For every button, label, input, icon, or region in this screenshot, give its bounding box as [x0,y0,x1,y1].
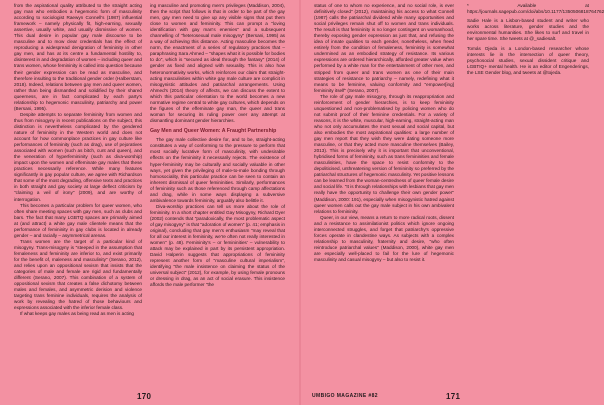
paragraph: ing masculine and promoting men's privileges (Maddison, 2004), then the script that follows is that in order to be part of the gay men, gay men need to give up any visible signs that put them close to women and femininity. This can prompt a "loving identification with gay man's enemies" and a subsequent channelling of "heterosexual male misogyny" (Bersani, 1995) as a way of achieving this distance. Acting masculine becomes the norm, the enactment of a series of regulatory practices that – paraphrasing Sara Ahmed – "shapes what it is possible for bodies to do", which is "secured as ideal through the fantasy" (2014) of gender as fixed and aligned with sexuality. This is also how heteronormativity works, which reinforces our claim that straight-acting masculinities within white gay male culture are complicit in misogynistic attitudes and patriarchal arrangements. Using Ahmed's (2014) theory of affects, we can discuss the extent to which this particular orientation to the world becomes a new normative regime central to white gay cultures, which depends on the figures of the effeminate gay man, the queer and trans woman for securing its ruling power over any attempt at dismantling dominant gender hierarchies. [150,3,286,123]
author-bio-tomas-ojeda: Tomás Ojeda is a London-based researcher whose interests lie in the intersection of queer theory, psychosocial studies, sexual dissident critique and LGBTIQ+ mental health. He is an editor of Engenderings, the LSE Gender blog, and tweets at @tojeda. [467,45,589,75]
paragraph: from the aspirational quality attributed to the straight acting gay man who embodies a hegemonic form of masculinity according to sociologist Raewyn Connell's (1987) influential framework – namely physically fit, high-earning, sexually assertive, usually white, and usually dismissive of women. This dual desire in popular gay male discourse to be masculine and to mow clear credentials has the effect of reproducing a widespread denigration of femininity in other gay men, and has at its centre a fundamental hostility to, disinterest in and degradation of women – including queer and trans women, whose femininity is called into question because their gender expression can be read as masculine, and therefore insulting to the traditional gender order (Halberstam, 2018). Indeed, relations between gay men and queer women, rather than being dismantled and solidified by their shared queerness, are in fact complicated by each party's relationship to hegemonic masculinity, patriarchy and power (Bersani, 1995). [14,3,142,111]
paragraph: Queer, in our view, means a return to more radical roots, dissent and a resistance to assimilationist politics which ignore ongoing interconnected struggles, and forget that patriarchy's oppressive forces operate in clandestine ways. As subjects with a complex relationship to masculinity, fraternity and desire, "who often reintroduce patriarchal values" (Maddison, 2000), white gay men are especially well-placed to fail for the lure of hegemonic masculinity and casual misogyny – but also to resist it. [314,214,454,262]
paragraph: The gay male collective desire for, and to be, straight-acting constitutes a way of conforming to the pressure to perform that most socially lucrative form of masculinity, with undesirable effects on the femininity it necessarily rejects. The existence of hyper-femininity may be culturally and socially valuable in other ways, yet given the privileging of male-to-male bonding through homosociality, this particular practice can be seen to contain an inherent dismissal of queer femininities. Similarly, performances of femininity such as those referenced through camp affectations and drag, while in some ways displaying a subversive ambivalence towards femininity, arguably also belittle it. [150,137,285,203]
section-heading: Gay Men and Queer Women: A Fraught Partnership [150,127,277,134]
author-bio-sadie-hale: Sadie Hale is a Lisbon-based student and writer who works across literature, gender studies and the environmental humanities. She likes to surf and travel in her spare time. She tweets at @_sadiesalt. [467,18,589,42]
paragraph: Diva-worship practices can tell us more about the role of femininity. In a short chapter entitled Gay Misogyny, Richard Dyer (2002) contends that "paradoxically, the most problematic aspect of gay misogyny" is that "adoration of women" (p. 41; emphasis in original), concluding that gay men's enthusiasm "may reveal that for all our interest in femininity, we're often not really interested in women" (p. 48). Femininity's – or femininities' – vulnerability to attack may be explained in part by its persistent appropriation. David Halperin suggests that appropriations of femininity represent another form of "masculine cultural imperialism", identifying "the male insistence on claiming the status of the universal subject" (2012), for example, by using female pronouns or dressing in drag, as an act of social erasure. This insistence affords the male performer "the [150,203,285,288]
left-page [0,0,300,405]
right-page-notes [467,3,604,123]
paragraph: status of one to whom no experience, and no social role, is ever definitively closed" (2012), maintaining his access to what Connell (1987) calls the patriarchal dividend while many opportunities and social privileges remain shut off to women and trans individuals. The result is that femininity is no longer contingent on womanhood, thereby exposing gender expression as just that, and refusing the idea of innate qualities to each gender, nonetheless, when freed entirely from the condition of femaleness, femininity is somewhat undermined as an embodied strategy of resistance. Its various expressions are ordered hierarchically, afforded greater value when performed by a white man for the entertainment of other men, and stripped from queer and trans women as one of their main strategies of resistance to patriarchy – namely, redefining what it means to be feminine, valuing conformity and "empower[ing] femininity itself" (Serano, 2007). [314,3,454,93]
paragraph: Trans women are the target of a particular kind of misogyny. Trans-misogyny is "steeped in the assumption that femaleness and femininity are inferior to, and exist primarily for the benefit of, maleness and masculinity" (Serano, 2012), and relies upon an oppositional sexism that insists that the categories of male and female are rigid and fundamentally different (Serano, 2007). This combination of a system of oppositional sexism that creates a false dichotomy between males and females, and asymmetric derision and violence targeting trans feminine individuals, requires the analysis of work by revealing the hatred of those behaviours and expressions associated with the inferior female class. [14,238,142,311]
right-page [300,0,604,405]
paragraph: If what keeps gay males as being read as men is acting [20,311,135,317]
left-page-column-2 [150,3,285,386]
page-number-right: 171 [446,392,461,401]
paragraph: This becomes a particular problem for queer women, who often share meeting spaces with gay men, such as clubs and bars. The fact that many LGBTQ spaces are primarily aimed at (and attract) a white gay male clientele means that the performance of femininity in gay clubs is located in already gender – and racially – asymmetrical arenas. [14,202,142,238]
footnote-available-at: * Available at https://journals.sagepub.com/doi/abs/10.1177/1350506818764762 [467,3,604,15]
paragraph: Despite attempts to separate femininity from women and thus from misogyny in recent publications on the subject, this distinction is nevertheless complicated by the gendered nature of femininity in the Western world and does not account for how commonplace practices in gay culture like performances of femininity (such as drag), use of pejoratives associated with women (such as bitch, cunt and queen), and the veneration of hyperfemininity (such as diva-worship) impact upon the women and effeminate gay males that these practices necessarily reference. While many features significantly in gay popular culture, we agree with Richardson that some of the most degrading, offensive texts and practices in both straight and gay society at large deflect criticism by "claiming a veil of irony" (2009), and are worthy of interrogation. [14,111,142,202]
page-number-left: 170 [137,392,152,401]
left-page-column-1 [14,3,142,386]
paragraph: The role of gay male misogyny, through its reappropriation and reinforcement of gender hierarchies, is to keep femininity unquestioned and non-problematised by policing women who do not submit proof of their feminine credentials. For a variety of reasons, it is the white, muscular, high-earning, straight-acting man who not only accumulates the most sexual and social capital, but also embodies the most aspirational qualities: a large number of gay men report that they wish they were dating someone more masculine, or that they acted more masculine themselves (Bailey, 2013). This is precisely why it is important that unconventional, hybridised forms of femininity, such as trans femininities and female masculinities, have the space to resist conformity to the depoliticised, unthreatening version of femininity so preferred by the patriarchal structures of hegemonic masculinity. Yet positive lessons can be learned from the woman-centredness of queer female desire and social life. "It is through relationships with lesbians that gay men really have the opportunity to challenge their own gender power" (Maddison, 2000: 191), especially when misogynistic hatred against queer women calls out the gay male subject in his own ambivalent relations to femininity. [314,93,454,214]
running-head: UMBIGO MAGAZINE #82 [312,393,378,399]
right-page-column-1 [314,3,454,386]
